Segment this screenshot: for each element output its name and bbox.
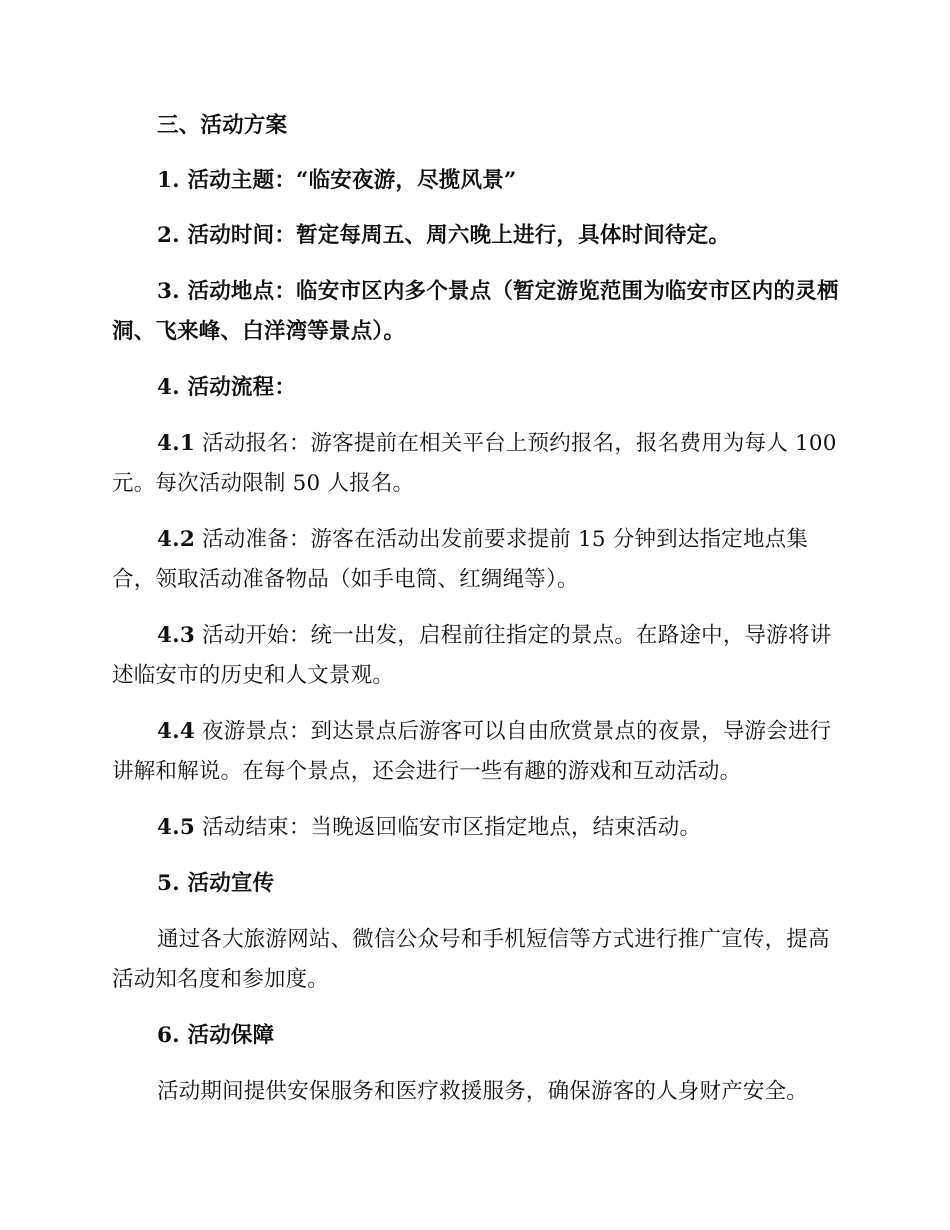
step-number: 4.1	[157, 431, 196, 456]
step-text: 活动开始：统一出发，启程前往指定的景点。在路途中，导游将讲述临安市的历史和人文景观。	[112, 623, 832, 688]
step-text: 夜游景点：到达景点后游客可以自由欣赏景点的夜景，导游会进行讲解和解说。在每个景点，还会进行一些有趣的游戏和互动活动。	[112, 719, 832, 784]
step-text: 活动结束：当晚返回临安市区指定地点，结束活动。	[195, 815, 702, 840]
item-location: 3. 活动地点：临安市区内多个景点（暂定游览范围为临安市区内的灵栖洞、飞来峰、白洋湾等景点）。	[112, 279, 839, 344]
item-time: 2. 活动时间：暂定每周五、周六晚上进行，具体时间待定。	[157, 223, 731, 248]
step-number: 4.3	[157, 623, 196, 648]
item-theme: 1. 活动主题：“临安夜游，尽揽风景”	[157, 168, 517, 193]
step-end	[112, 808, 842, 848]
step-number: 4.5	[157, 815, 196, 840]
section-heading: 三、活动方案	[157, 113, 288, 138]
step-start	[112, 616, 842, 696]
step-text: 活动准备：游客在活动出发前要求提前 15 分钟到达指定地点集合，领取活动准备物品（如手电筒、红绸绳等）。	[112, 527, 809, 592]
step-registration	[112, 424, 842, 504]
step-text: 活动报名：游客提前在相关平台上预约报名，报名费用为每人 100 元。每次活动限制 50 人报名。	[112, 431, 837, 496]
guarantee-heading: 6. 活动保障	[157, 1023, 275, 1048]
step-preparation	[112, 520, 842, 600]
guarantee-body: 活动期间提供安保服务和医疗救援服务，确保游客的人身财产安全。	[157, 1079, 809, 1104]
item-process: 4. 活动流程：	[157, 375, 297, 400]
step-number: 4.4	[157, 719, 196, 744]
promotion-body: 通过各大旅游网站、微信公众号和手机短信等方式进行推广宣传，提高活动知名度和参加度。	[112, 927, 830, 992]
step-night-tour	[112, 712, 842, 792]
promotion-heading: 5. 活动宣传	[157, 871, 275, 896]
step-number: 4.2	[157, 527, 196, 552]
